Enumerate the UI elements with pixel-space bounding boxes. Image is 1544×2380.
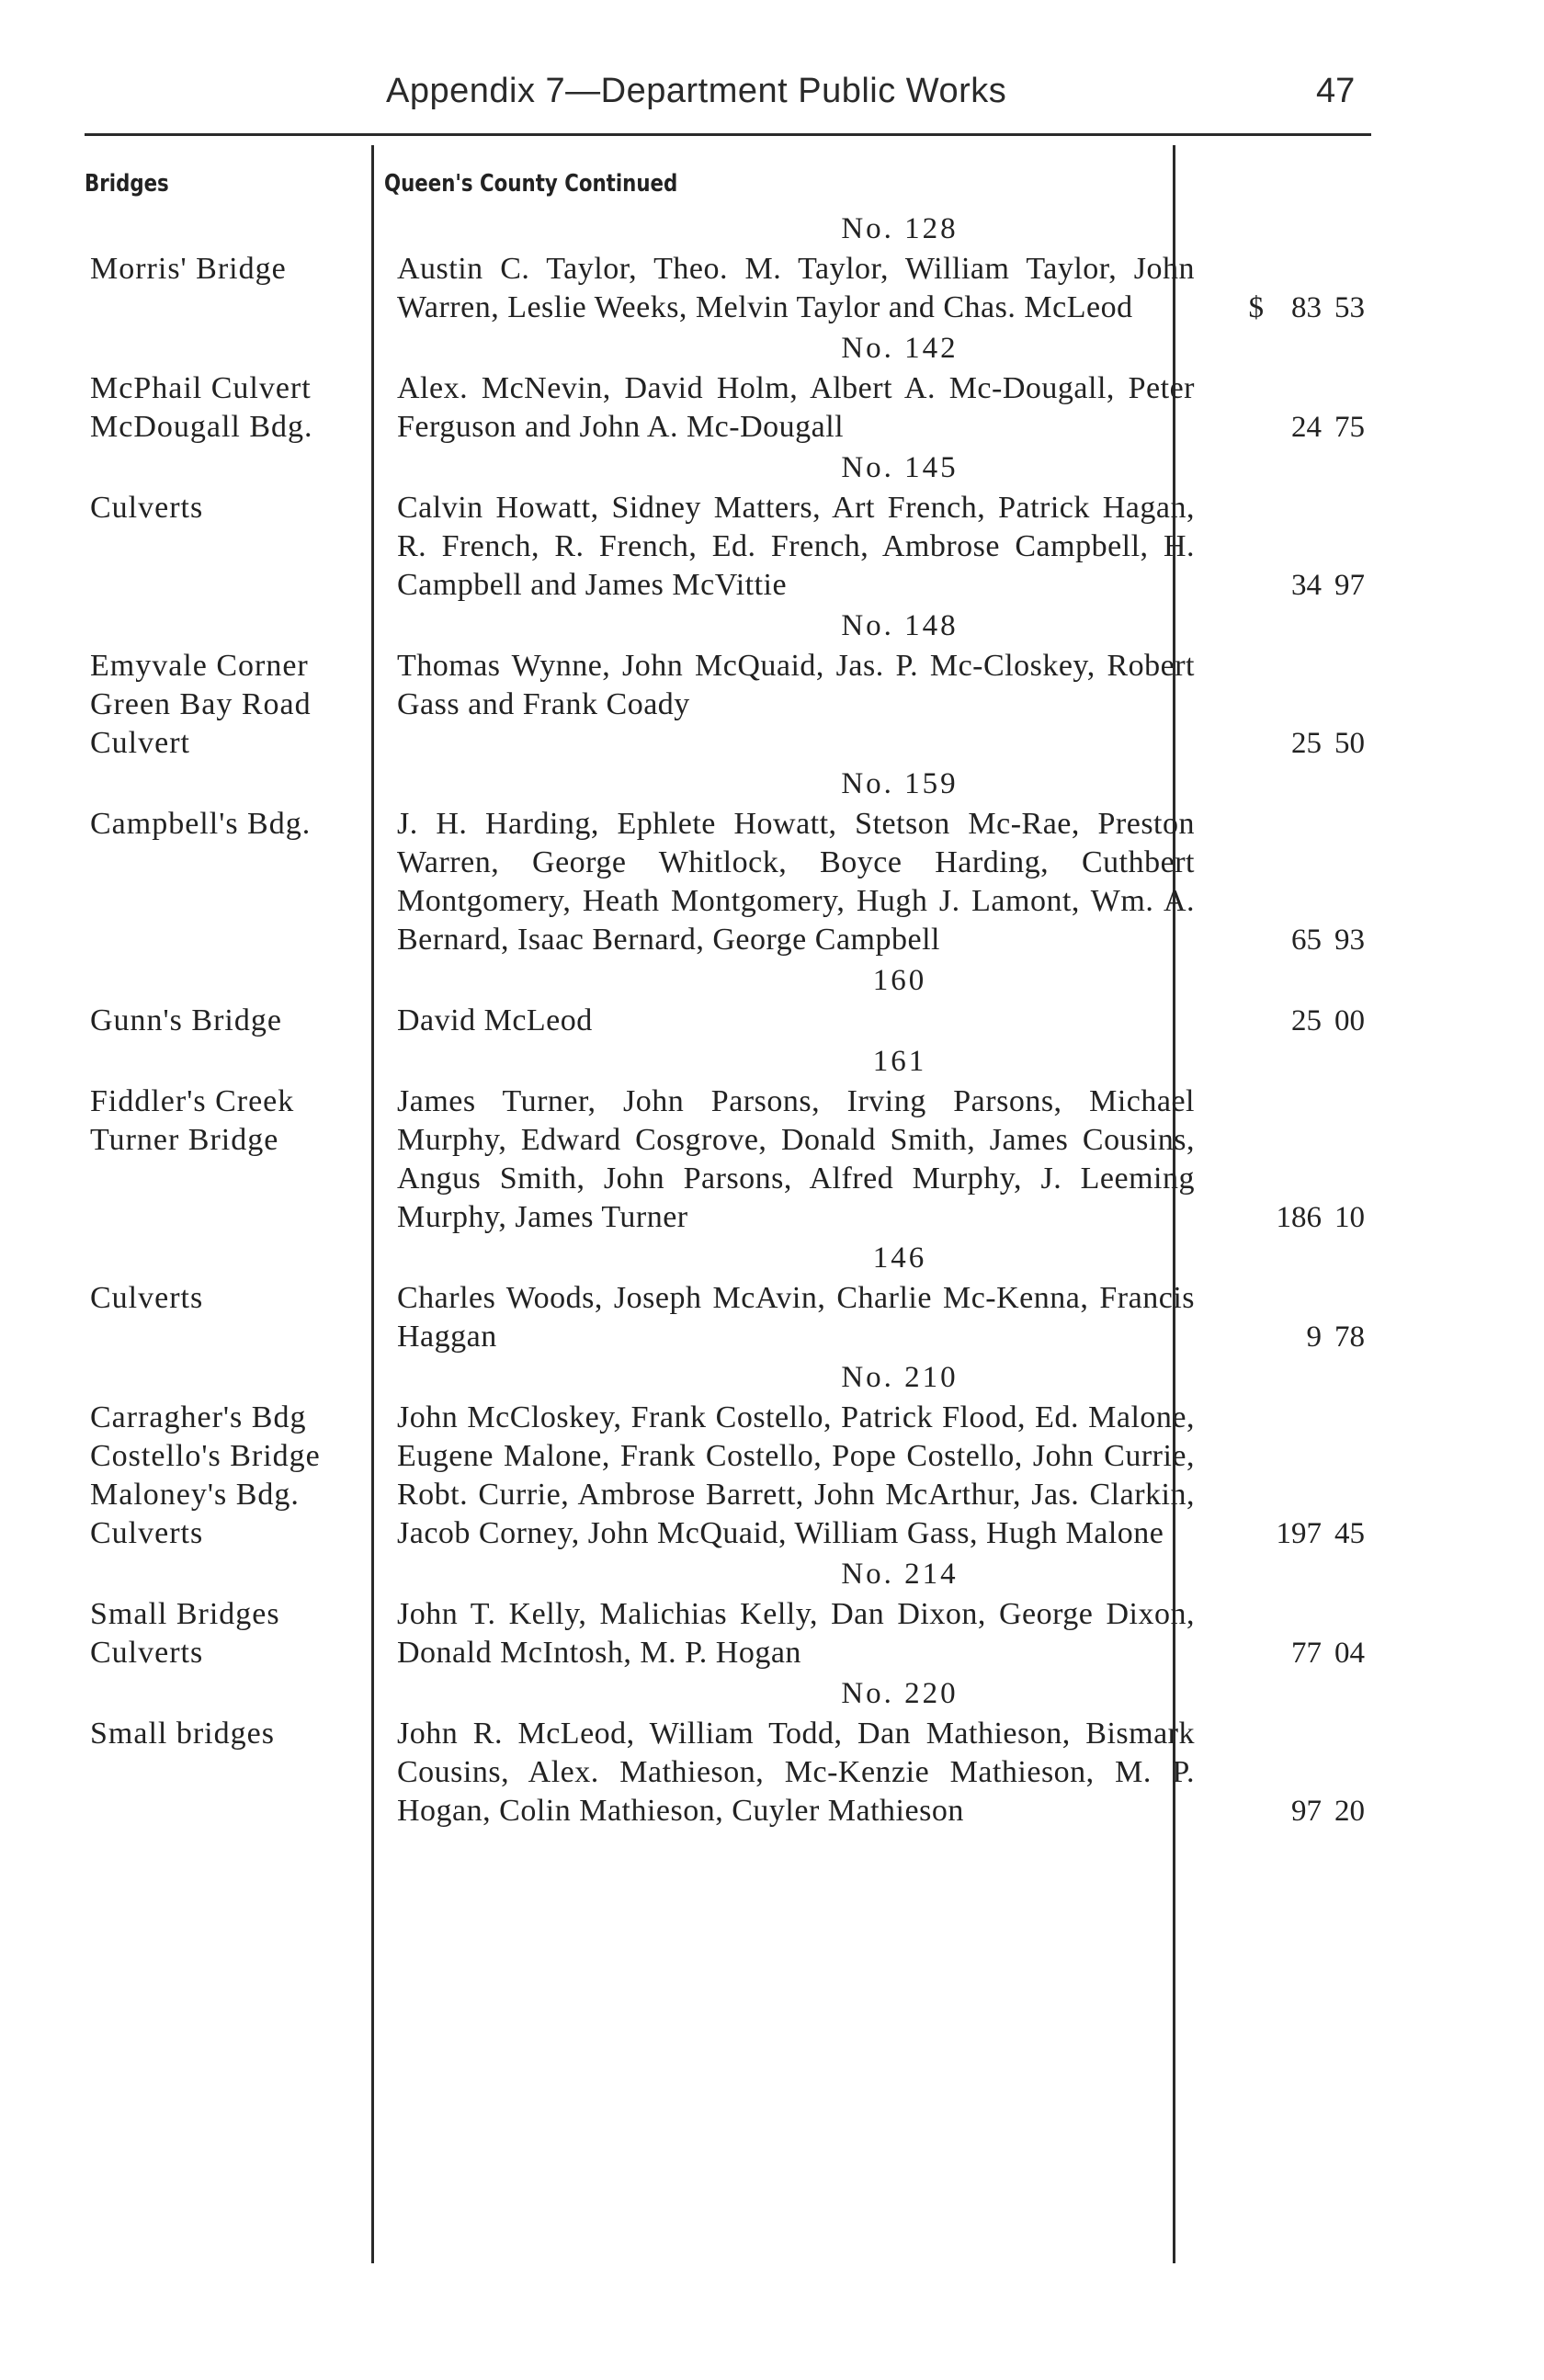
entry-number: No. 128 <box>841 212 959 245</box>
table-row <box>85 447 1390 605</box>
bridge-name: Morris' Bridge <box>90 252 287 286</box>
amount-cell <box>1195 250 1390 327</box>
amount-dollars: 97 <box>1291 1795 1322 1828</box>
bridges-cell <box>85 1279 384 1356</box>
amount-cents: 53 <box>1334 291 1365 324</box>
currency-symbol: $ <box>1248 291 1264 324</box>
entry-number: No. 148 <box>841 609 959 642</box>
amount-cell <box>1195 1595 1390 1672</box>
header-rule <box>85 133 1371 136</box>
amount-dollars: 9 <box>1306 1320 1322 1354</box>
workers-names: James Turner, John Parsons, Irving Parsons, Michael Murphy, Edward Cosgrove, Donald Smith, James Cousins, Angus Smith, John Parsons, Alfred Murphy, J. Leeming Murphy, James Turner <box>397 1084 1195 1234</box>
amount-cents: 45 <box>1334 1517 1365 1550</box>
table-row <box>85 1553 1390 1672</box>
amount-cell <box>1195 489 1390 605</box>
workers-names: David McLeod <box>397 1003 593 1037</box>
amount-cents: 93 <box>1334 924 1365 957</box>
bridges-cell <box>85 489 384 605</box>
bridges-cell <box>85 1002 384 1040</box>
appropriations-table <box>85 208 1390 1830</box>
bridges-cell <box>85 250 384 327</box>
amount-dollars: 65 <box>1291 924 1322 957</box>
amount-cell <box>1195 369 1390 447</box>
bridge-name: McPhail Culvert <box>90 371 312 405</box>
amount-dollars: 24 <box>1291 411 1322 444</box>
amount-cell <box>1195 1399 1390 1553</box>
amount-dollars: 83 <box>1291 291 1322 324</box>
table-row <box>85 327 1390 447</box>
workers-names: Calvin Howatt, Sidney Matters, Art French, Patrick Hagan, R. French, R. French, Ed. French, Ambrose Campbell, H. Campbell and James McVittie <box>397 491 1195 602</box>
workers-names: Alex. McNevin, David Holm, Albert A. Mc-Dougall, Peter Ferguson and John A. Mc-Dougall <box>397 371 1195 444</box>
table-row <box>85 1237 1390 1356</box>
entry-number: No. 214 <box>841 1558 959 1591</box>
names-column-heading: Queen's County Continued <box>384 170 678 198</box>
amount-cents: 04 <box>1334 1637 1365 1670</box>
bridge-name: McDougall Bdg. <box>90 410 313 444</box>
workers-names: Austin C. Taylor, Theo. M. Taylor, William Taylor, John Warren, Leslie Weeks, Melvin Taylor and Chas. McLeod <box>397 252 1195 324</box>
bridge-name: Green Bay Road <box>90 687 312 721</box>
table-row <box>85 1040 1390 1237</box>
bridge-name: Culvert <box>90 726 190 760</box>
amount-cents: 00 <box>1334 1004 1365 1037</box>
amount-dollars: 186 <box>1276 1201 1322 1234</box>
amount-cents: 75 <box>1334 411 1365 444</box>
bridges-cell <box>85 647 384 763</box>
page-header <box>0 72 1544 127</box>
table-row <box>85 1356 1390 1553</box>
page-number: 47 <box>1316 72 1356 110</box>
workers-names: John T. Kelly, Malichias Kelly, Dan Dixon, George Dixon, Donald McIntosh, M. P. Hogan <box>397 1597 1195 1670</box>
bridge-name: Culverts <box>90 491 204 525</box>
amount-dollars: 77 <box>1291 1637 1322 1670</box>
table-row <box>85 605 1390 763</box>
amount-dollars: 197 <box>1276 1517 1322 1550</box>
table-row <box>85 208 1390 327</box>
workers-names: John R. McLeod, William Todd, Dan Mathieson, Bismark Cousins, Alex. Mathieson, Mc-Kenzie Mathieson, M. P. Hogan, Colin Mathieson, Cuyler Mathieson <box>397 1717 1195 1828</box>
bridge-name: Gunn's Bridge <box>90 1003 282 1037</box>
workers-names: J. H. Harding, Ephlete Howatt, Stetson Mc-Rae, Preston Warren, George Whitlock, Boyce Harding, Cuthbert Montgomery, Heath Montgomery, Hugh J. Lamont, Wm. A. Bernard, Isaac Bernard, George Campbell <box>397 807 1195 957</box>
workers-names: Thomas Wynne, John McQuaid, Jas. P. Mc-Closkey, Robert Gass and Frank Coady <box>397 649 1195 721</box>
bridges-cell <box>85 1399 384 1553</box>
bridge-name: Emyvale Corner <box>90 649 309 683</box>
bridges-cell <box>85 805 384 959</box>
workers-names: Charles Woods, Joseph McAvin, Charlie Mc-Kenna, Francis Haggan <box>397 1281 1195 1354</box>
amount-cents: 10 <box>1334 1201 1365 1234</box>
bridges-cell <box>85 1715 384 1830</box>
amount-cell <box>1195 1082 1390 1237</box>
bridge-name: Small Bridges <box>90 1597 280 1631</box>
entry-number: 160 <box>872 964 927 997</box>
amount-dollars: 25 <box>1291 1004 1322 1037</box>
bridges-column-heading: Bridges <box>85 170 169 198</box>
amount-cents: 78 <box>1334 1320 1365 1354</box>
bridges-cell <box>85 1082 384 1237</box>
bridge-name: Culverts <box>90 1281 204 1315</box>
amount-cell <box>1195 647 1390 763</box>
bridges-cell <box>85 369 384 447</box>
bridge-name: Campbell's Bdg. <box>90 807 312 841</box>
amount-cents: 20 <box>1334 1795 1365 1828</box>
bridge-name: Costello's Bridge <box>90 1439 321 1473</box>
amount-dollars: 34 <box>1291 569 1322 602</box>
amount-dollars: 25 <box>1291 727 1322 760</box>
amount-cell <box>1195 1002 1390 1040</box>
running-title: Appendix 7—Department Public Works <box>386 72 1007 110</box>
entry-number: No. 145 <box>841 451 959 484</box>
entry-number: No. 159 <box>841 767 959 800</box>
amount-cents: 97 <box>1334 569 1365 602</box>
bridge-name: Carragher's Bdg <box>90 1400 307 1434</box>
amount-cents: 50 <box>1334 727 1365 760</box>
entry-number: No. 142 <box>841 332 959 365</box>
table-row <box>85 959 1390 1040</box>
entry-number: 146 <box>872 1241 927 1275</box>
entry-number: No. 220 <box>841 1677 959 1710</box>
amount-cell <box>1195 1279 1390 1356</box>
workers-names: John McCloskey, Frank Costello, Patrick Flood, Ed. Malone, Eugene Malone, Frank Costello, Pope Costello, John Currie, Robt. Currie, Ambrose Barrett, John McArthur, Jas. Clarkin, Jacob Corney, John McQuaid, William Gass, Hugh Malone <box>397 1400 1195 1550</box>
entry-number: 161 <box>872 1045 927 1078</box>
bridge-name: Culverts <box>90 1516 204 1550</box>
entry-number: No. 210 <box>841 1361 959 1394</box>
table-row <box>85 1672 1390 1830</box>
bridge-name: Culverts <box>90 1636 204 1670</box>
table-row <box>85 763 1390 959</box>
bridge-name: Fiddler's Creek <box>90 1084 295 1118</box>
bridge-name: Small bridges <box>90 1717 275 1751</box>
bridge-name: Turner Bridge <box>90 1123 279 1157</box>
bridges-cell <box>85 1595 384 1672</box>
amount-cell <box>1195 805 1390 959</box>
amount-cell <box>1195 1715 1390 1830</box>
bridge-name: Maloney's Bdg. <box>90 1478 300 1512</box>
